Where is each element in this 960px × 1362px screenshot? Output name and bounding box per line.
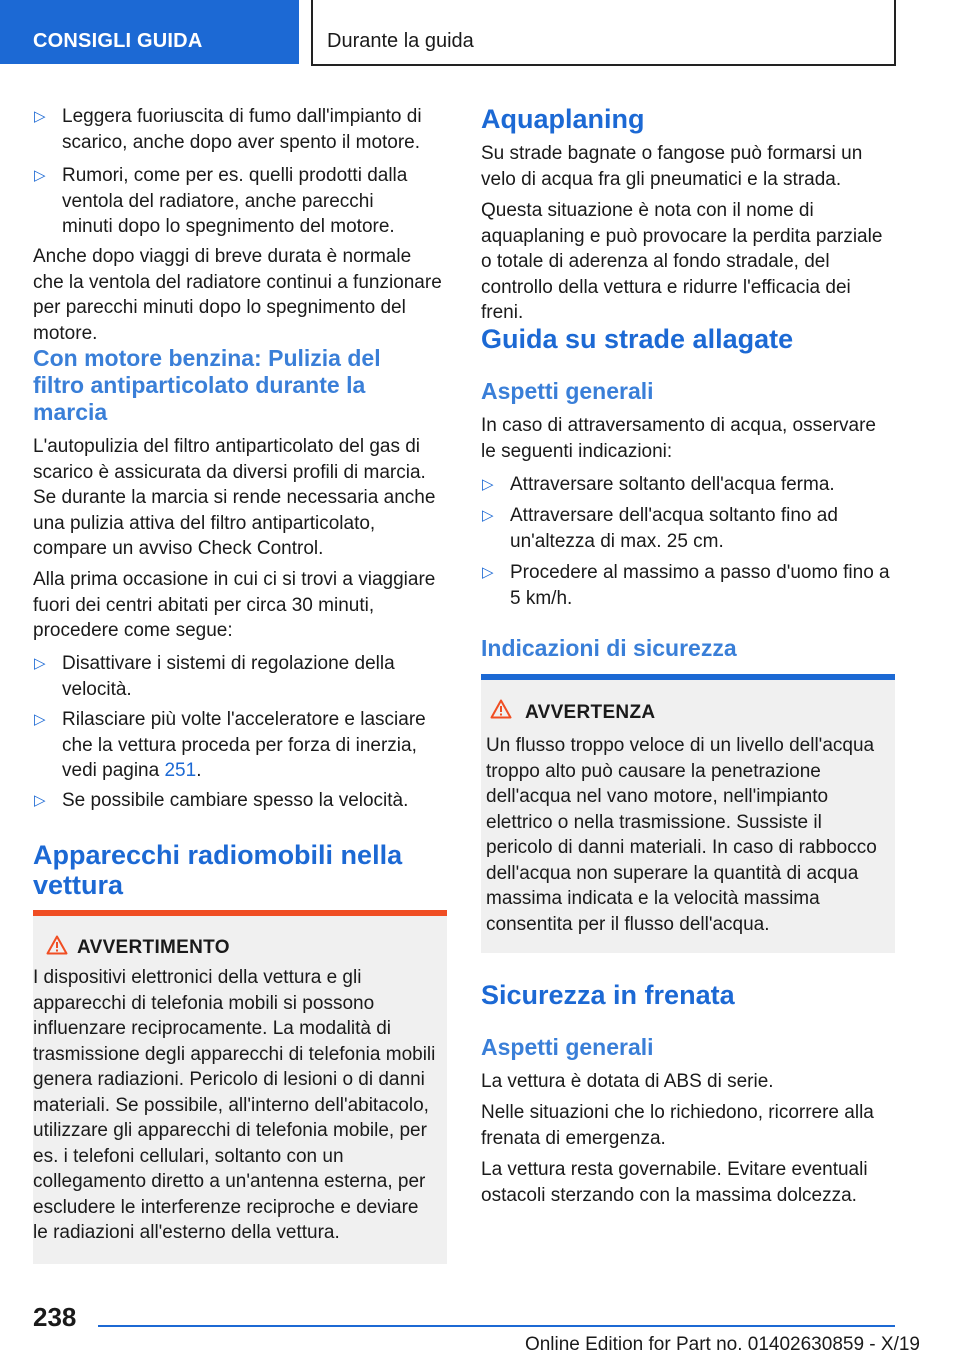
subsection-heading: Indicazioni di sicurezza	[481, 635, 737, 661]
caution-title: AVVERTENZA	[525, 702, 656, 723]
list-item: ▷ Attraversare dell'acqua soltanto fino ad un'altezza di max. 25 cm.	[482, 505, 838, 552]
paragraph: La vettura resta governabile. Evitare eventuali ostacoli sterzando con la massima dolcezza.	[481, 1159, 868, 1206]
list-item: ▷ Rumori, come per es. quelli prodotti dalla ventola del radiatore, anche parecchi minuti dopo lo spegnimento del motore.	[34, 165, 408, 237]
triangle-bullet-icon: ▷	[34, 655, 46, 672]
paragraph: La vettura è dotata di ABS di serie.	[481, 1071, 774, 1092]
paragraph: Alla prima occasione in cui ci si trovi a viaggiare fuori dei centri abitati per circa 30 minuti, procedere come segue:	[33, 569, 436, 641]
subsection-heading: Aspetti generali	[481, 378, 654, 404]
section-title: CONSIGLI GUIDA	[33, 30, 203, 52]
triangle-bullet-icon: ▷	[34, 792, 46, 809]
caution-box	[481, 674, 895, 953]
caution-text: Un flusso troppo veloce di un livello dell'acqua troppo alto può causare la penetrazione dell'acqua nel vano motore, nell'impianto elettrico o nella trasmissione. Sussiste il pericolo di danni materiali. In caso di rabbocco dell'acqua non superare la quantità di acqua massima indicata e la velocità massima consentita per il flusso dell'acqua.	[486, 735, 877, 935]
page-link[interactable]: 251	[164, 760, 197, 781]
triangle-bullet-icon: ▷	[34, 711, 46, 728]
triangle-bullet-icon: ▷	[482, 507, 494, 524]
list-item: ▷ Disattivare i sistemi di regolazione della velocità.	[34, 653, 395, 700]
list-item: ▷ Procedere al massimo a passo d'uomo fino a 5 km/h.	[482, 562, 890, 609]
paragraph: In caso di attraversamento di acqua, osservare le seguenti indicazioni:	[481, 415, 876, 462]
subsection-heading: Aspetti generali	[481, 1034, 654, 1060]
warning-text: I dispositivi elettronici della vettura e gli apparecchi di telefonia mobili si possono influenzare reciprocamente. La modalità di trasmissione degli apparecchi di telefonia mobili genera radiazioni. Pericolo di lesioni o di danni materiali. Se possibile, all'interno dell'abitacolo, utilizzare gli apparecchi di telefonia mobile, per es. i telefoni cellulari, soltanto con un collegamento diretto a un'antenna esterna, per escludere le interferenze reciproche e deviare le radiazioni all'esterno della vettura.	[33, 967, 436, 1243]
section-heading: Aquaplaning	[481, 104, 645, 134]
paragraph: L'autopulizia del filtro antiparticolato del gas di scarico è assicurata da diversi profili di marcia. Se durante la marcia si rende necessaria anche una pulizia attiva del filtro antiparticolato, compare un avviso Check Control.	[33, 436, 436, 559]
list-item: ▷ Se possibile cambiare spesso la velocità.	[33, 788, 428, 814]
warning-triangle-icon	[490, 699, 512, 719]
list-item: ▷ Leggera fuoriuscita di fumo dall'impianto di scarico, anche dopo aver spento il motore.	[34, 106, 422, 153]
paragraph: Su strade bagnate o fangose può formarsi un velo di acqua fra gli pneumatici e la strada.	[481, 143, 863, 190]
triangle-bullet-icon: ▷	[34, 108, 46, 125]
section-heading: Sicurezza in frenata	[481, 980, 735, 1010]
triangle-bullet-icon: ▷	[482, 476, 494, 493]
section-heading: Con motore benzina: Pulizia del filtro antiparticolato durante la marcia	[33, 345, 381, 425]
list-item: ▷ Rilasciare più volte l'acceleratore e lasciare che la vettura proceda per forza di inerzia, vedi pagina 251.	[34, 709, 426, 781]
triangle-bullet-icon: ▷	[34, 167, 46, 184]
warning-bar	[33, 910, 447, 916]
caution-bar	[481, 674, 895, 680]
paragraph: Questa situazione è nota con il nome di aquaplaning e può provocare la perdita parziale o totale di aderenza al fondo stradale, del controllo della vettura e ridurre l'efficacia dei freni.	[481, 200, 883, 323]
chapter-title: Durante la guida	[327, 30, 474, 52]
warning-triangle-icon	[46, 935, 68, 955]
section-tab	[0, 0, 299, 64]
triangle-bullet-icon: ▷	[482, 564, 494, 581]
footer-edition: Online Edition for Part no. 01402630859 - X/19	[524, 1334, 920, 1355]
paragraph: Nelle situazioni che lo richiedono, ricorrere alla frenata di emergenza.	[481, 1102, 874, 1149]
paragraph: Anche dopo viaggi di breve durata è normale che la ventola del radiatore continui a funzionare per parecchi minuti dopo lo spegnimento del motore.	[33, 246, 442, 344]
footer-rule	[98, 1325, 895, 1327]
warning-title: AVVERTIMENTO	[77, 937, 230, 958]
page-number: 238	[33, 1302, 77, 1332]
list-item: ▷ Attraversare soltanto dell'acqua ferma.	[481, 472, 891, 498]
section-heading: Guida su strade allagate	[481, 324, 794, 354]
warning-box	[33, 910, 447, 1264]
chapter-header	[311, 0, 896, 66]
section-heading: Apparecchi radiomobili nella vettura	[33, 840, 403, 900]
